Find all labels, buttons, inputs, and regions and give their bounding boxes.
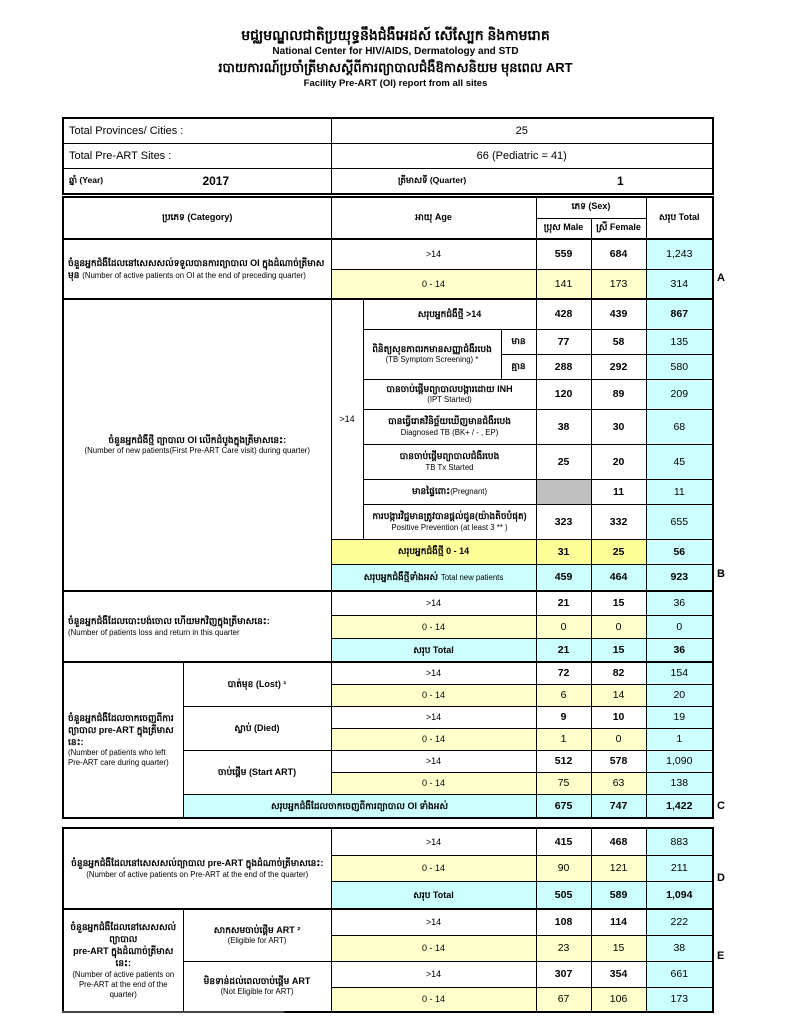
tb-screening-label: ពិនិត្យសុខភាពរកមានសញ្ញាជំងឺរបេង (TB Symptom Screening) *	[363, 329, 501, 379]
male-value: 323	[536, 504, 591, 539]
male-value: 505	[536, 881, 591, 909]
total-value: 923	[646, 564, 713, 591]
male-value: 23	[536, 935, 591, 961]
male-header: ប្រុស Male	[536, 218, 591, 239]
female-value: 589	[591, 881, 646, 909]
marker-e: E	[717, 950, 725, 962]
sex-header: ភេទ (Sex)	[536, 197, 646, 218]
org-title-khmer: មជ្ឈមណ្ឌលជាតិប្រយុទ្ធនឹងជំងឺអេដស៍ សើស្បែក និងកាមរោគ	[241, 27, 550, 43]
total-value: 38	[646, 935, 713, 961]
female-value: 578	[591, 750, 646, 772]
category-header: ប្រភេទ (Category)	[63, 197, 331, 239]
ipt-started-label: បានចាប់ផ្ដើមព្យាបាលបង្ការដោយ INH (IPT Started)	[363, 379, 536, 409]
marker-a: A	[717, 272, 725, 284]
female-value: 0	[591, 728, 646, 750]
male-value: 512	[536, 750, 591, 772]
male-value: 415	[536, 828, 591, 855]
age-cell: 0 - 14	[331, 615, 536, 638]
total-value: 867	[646, 299, 713, 329]
female-value: 58	[591, 329, 646, 354]
quarter-value: 1	[617, 174, 624, 188]
tb-tx-started-label: បានចាប់ផ្ដើមព្យាបាលជំងឺរបេង TB Tx Started	[363, 444, 536, 479]
age-cell: 0 - 14	[331, 855, 536, 881]
section-d-total-label: សរុប Total	[331, 881, 536, 909]
report-header	[0, 26, 791, 92]
male-value: 77	[536, 329, 591, 354]
male-value: 75	[536, 772, 591, 794]
marker-d: D	[717, 872, 725, 884]
died-label: ស្លាប់ (Died)	[183, 706, 331, 750]
sites-row	[63, 144, 713, 169]
male-value: 9	[536, 706, 591, 728]
section-c-label: ចំនួនអ្នកជំងឺដែលចាកចេញពីការ ព្យាបាល pre-ART ក្នុងត្រីមាសនេះ: (Number of patients who left Pre-ART care during quarter)	[63, 662, 183, 818]
male-value: 1	[536, 728, 591, 750]
male-value: 0	[536, 615, 591, 638]
female-value: 747	[591, 794, 646, 818]
female-value: 464	[591, 564, 646, 591]
male-value: 459	[536, 564, 591, 591]
main-report-table	[62, 196, 714, 819]
section-loss-return	[63, 591, 713, 662]
total-value: 211	[646, 855, 713, 881]
female-value: 30	[591, 409, 646, 444]
not-eligible-art-label: មិនទាន់ដល់ពេលចាប់ផ្ដើម ART (Not Eligible for ART)	[183, 961, 331, 1012]
year-label: ឆ្នាំ (Year)	[69, 174, 104, 185]
total-value: 135	[646, 329, 713, 354]
age-cell: >14	[331, 828, 536, 855]
diagnosed-tb-label: បានធ្វើរោគវិនិច្ឆ័យឃើញមានជំងឺរបេង Diagnosed TB (BK+ / - , EP)	[363, 409, 536, 444]
female-header: ស្រី Female	[591, 218, 646, 239]
total-value: 0	[646, 615, 713, 638]
total-value: 19	[646, 706, 713, 728]
female-value: 114	[591, 909, 646, 935]
total-value: 45	[646, 444, 713, 479]
org-title-english: National Center for HIV/AIDS, Dermatology and STD	[272, 46, 519, 58]
male-value: 559	[536, 239, 591, 269]
total-value: 11	[646, 479, 713, 504]
report-title-english: Facility Pre-ART (OI) report from all sites	[303, 78, 488, 90]
tb-yes-label: មាន	[501, 329, 536, 354]
sites-value: 66 (Pediatric = 41)	[331, 144, 713, 169]
female-value: 25	[591, 539, 646, 564]
table-header	[63, 197, 713, 239]
total-value: 1,422	[646, 794, 713, 818]
lost-label: បាត់មុខ (Lost) ¹	[183, 662, 331, 706]
age-cell: >14	[331, 239, 536, 269]
female-value: 354	[591, 961, 646, 987]
footnote-divider	[62, 1011, 284, 1013]
male-value: 67	[536, 987, 591, 1012]
male-value: 428	[536, 299, 591, 329]
total-value: 1,094	[646, 881, 713, 909]
marker-b: B	[717, 568, 725, 580]
female-value: 15	[591, 638, 646, 662]
new-over14-subtotal-label: សរុបអ្នកជំងឺថ្មី >14	[363, 299, 536, 329]
section-d-active-pre-art	[63, 828, 713, 909]
total-header: សរុប Total	[646, 197, 713, 239]
total-value: 1	[646, 728, 713, 750]
male-value: 31	[536, 539, 591, 564]
total-value: 36	[646, 591, 713, 615]
male-value: 21	[536, 591, 591, 615]
female-value: 684	[591, 239, 646, 269]
male-value: 25	[536, 444, 591, 479]
section-a-active-oi	[63, 239, 713, 299]
section-a-label: ចំនួនអ្នកជំងឺដែលនៅសេសសល់ទទួលបានការព្យាបាល OI ក្នុងដំណាច់ត្រីមាសមុន (Number of active patients on OI at the end of preceding quarter)	[63, 239, 331, 299]
eligible-art-label: សាកសមចាប់ផ្ដើម ART ² (Eligible for ART)	[183, 909, 331, 961]
female-value: 10	[591, 706, 646, 728]
female-value: 0	[591, 615, 646, 638]
female-value: 15	[591, 591, 646, 615]
total-value: 314	[646, 269, 713, 299]
total-value: 883	[646, 828, 713, 855]
total-new-patients-label: សរុបអ្នកជំងឺថ្មីទាំងអស់ Total new patients	[331, 564, 536, 591]
female-value: 89	[591, 379, 646, 409]
summary-info-table	[62, 117, 714, 195]
male-value-not-applicable	[536, 479, 591, 504]
male-value: 90	[536, 855, 591, 881]
total-value: 222	[646, 909, 713, 935]
age-header: អាយុ Age	[331, 197, 536, 239]
total-value: 580	[646, 354, 713, 379]
male-value: 21	[536, 638, 591, 662]
male-value: 38	[536, 409, 591, 444]
pregnant-label: មានផ្ទៃពោះ(Pregnant)	[363, 479, 536, 504]
total-value: 209	[646, 379, 713, 409]
male-value: 6	[536, 684, 591, 706]
age-cell: 0 - 14	[331, 269, 536, 299]
total-value: 138	[646, 772, 713, 794]
female-value: 292	[591, 354, 646, 379]
age-cell: >14	[331, 591, 536, 615]
provinces-label: Total Provinces/ Cities :	[63, 118, 331, 144]
age-cell: >14	[331, 961, 536, 987]
female-value: 173	[591, 269, 646, 299]
quarter-label: ត្រីមាសទី (Quarter)	[397, 174, 467, 185]
age-cell: 0 - 14	[331, 684, 536, 706]
start-art-label: ចាប់ផ្ដើម (Start ART)	[183, 750, 331, 794]
female-value: 468	[591, 828, 646, 855]
male-value: 675	[536, 794, 591, 818]
female-value: 332	[591, 504, 646, 539]
section-d-label: ចំនួនអ្នកជំងឺដែលនៅសេសសល់ព្យាបាល pre-ART ក្នុងដំណាច់ត្រីមាសនេះ: (Number of active patients on Pre-ART at the end of the quarter)	[63, 828, 331, 909]
section-c-total-label: សរុបអ្នកជំងឺដែលចាកចេញពីការព្យាបាល OI ទាំងអស់	[183, 794, 536, 818]
section-e-label: ចំនួនអ្នកជំងឺដែលនៅសេសសល់ព្យាបាល pre-ART ក្នុងដំណាច់ត្រីមាសនេះ: (Number of active patients on Pre-ART at the end of the quarter)	[63, 909, 183, 1012]
total-value: 1,090	[646, 750, 713, 772]
total-value: 56	[646, 539, 713, 564]
year-quarter-row	[63, 169, 713, 195]
total-value: 655	[646, 504, 713, 539]
total-value: 20	[646, 684, 713, 706]
total-value: 661	[646, 961, 713, 987]
age-group-cell: >14	[331, 299, 363, 539]
age-cell: >14	[331, 662, 536, 684]
section-e-eligibility	[63, 909, 713, 1012]
section-b-label: ចំនួនអ្នកជំងឺថ្មី ព្យាបាល OI លើកដំបូងក្នុងត្រីមាសនេះ: (Number of new patients(First Pre-ART Care visit) during quarter)	[63, 299, 331, 591]
female-value: 121	[591, 855, 646, 881]
loss-total-label: សរុប Total	[331, 638, 536, 662]
provinces-row	[63, 118, 713, 144]
female-value: 439	[591, 299, 646, 329]
total-value: 154	[646, 662, 713, 684]
female-value: 14	[591, 684, 646, 706]
section-c-left-care	[63, 662, 713, 818]
female-value: 63	[591, 772, 646, 794]
female-value: 82	[591, 662, 646, 684]
total-value: 173	[646, 987, 713, 1012]
age-cell: >14	[331, 909, 536, 935]
male-value: 108	[536, 909, 591, 935]
tb-no-label: គ្មាន	[501, 354, 536, 379]
section-b-new-patients	[63, 299, 713, 591]
report-title-khmer: របាយការណ៍ប្រចាំត្រីមាសស្ដីពីការព្យាបាលជំងឺឱកាសនិយម មុនពេល ART	[218, 60, 573, 76]
age-cell: 0 - 14	[331, 935, 536, 961]
male-value: 307	[536, 961, 591, 987]
total-value: 68	[646, 409, 713, 444]
male-value: 72	[536, 662, 591, 684]
total-value: 1,243	[646, 239, 713, 269]
positive-prevention-label: ការបង្ការវិជ្ជមានត្រូវបានផ្ដល់ជូន(យ៉ាងតិចបំផុត) Positive Prevention (at least 3 ** )	[363, 504, 536, 539]
female-value: 15	[591, 935, 646, 961]
year-value: 2017	[202, 174, 230, 188]
age-cell: 0 - 14	[331, 772, 536, 794]
pre-art-status-table	[62, 827, 714, 1013]
age-cell: 0 - 14	[331, 987, 536, 1012]
new-under14-subtotal-label: សរុបអ្នកជំងឺថ្មី 0 - 14	[331, 539, 536, 564]
section-loss-label: ចំនួនអ្នកជំងឺដែលបោះបង់ចោល ហើយមកវិញក្នុងត្រីមាសនេះ: (Number of patients loss and return in this quarter	[63, 591, 331, 662]
male-value: 288	[536, 354, 591, 379]
age-cell: >14	[331, 750, 536, 772]
age-cell: >14	[331, 706, 536, 728]
age-cell: 0 - 14	[331, 728, 536, 750]
sites-label: Total Pre-ART Sites :	[63, 144, 331, 169]
marker-c: C	[717, 800, 725, 812]
female-value: 20	[591, 444, 646, 479]
provinces-value: 25	[331, 118, 713, 144]
female-value: 106	[591, 987, 646, 1012]
total-value: 36	[646, 638, 713, 662]
male-value: 141	[536, 269, 591, 299]
male-value: 120	[536, 379, 591, 409]
female-value: 11	[591, 479, 646, 504]
